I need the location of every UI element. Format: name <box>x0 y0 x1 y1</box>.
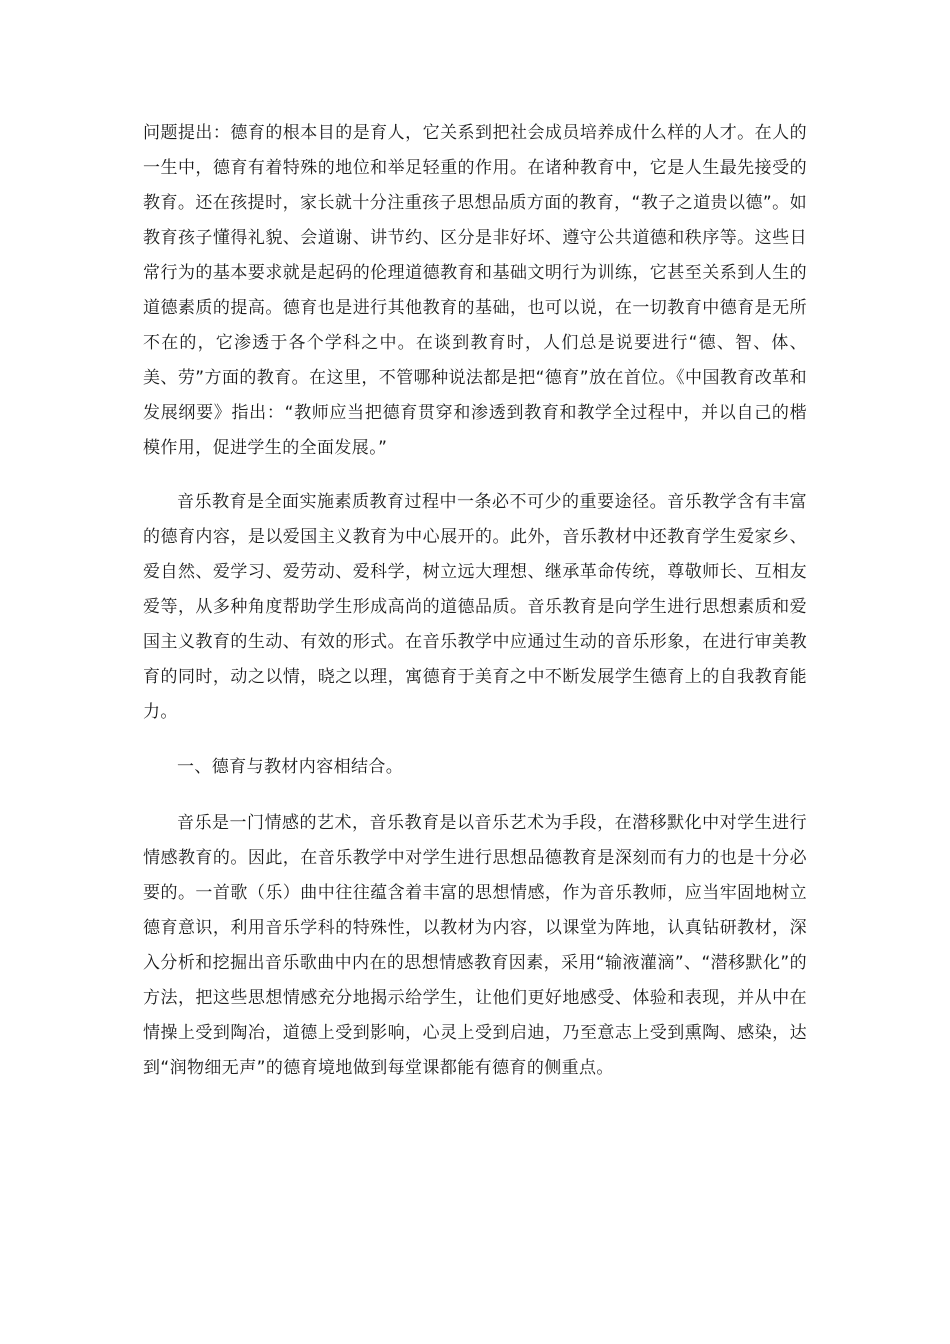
paragraph-problem-statement: 问题提出：德育的根本目的是育人，它关系到把社会成员培养成什么样的人才。在人的一生中，德育有着特殊的地位和举足轻重的作用。在诸种教育中，它是人生最先接受的教育。还在孩提时，家长就十分注重孩子思想品质方面的教育，“教子之道贵以德”。如教育孩子懂得礼貌、会道谢、讲节约、区分是非好坏、遵守公共道德和秩序等。这些日常行为的基本要求就是起码的伦理道德教育和基础文明行为训练，它甚至关系到人生的道德素质的提高。德育也是进行其他教育的基础，也可以说，在一切教育中德育是无所不在的，它渗透于各个学科之中。在谈到教育时，人们总是说要进行“德、智、体、美、劳”方面的教育。在这里，不管哪种说法都是把“德育”放在首位。《中国教育改革和发展纲要》指出：“教师应当把德育贯穿和渗透到教育和教学全过程中，并以自己的楷模作用，促进学生的全面发展。” <box>143 123 807 458</box>
section-heading-1: 一、德育与教材内容相结合。 <box>177 757 404 777</box>
document-body <box>143 116 807 1086</box>
paragraph-music-education: 音乐教育是全面实施素质教育过程中一条必不可少的重要途径。音乐教学含有丰富的德育内容，是以爱国主义教育为中心展开的。此外，音乐教材中还教育学生爱家乡、爱自然、爱学习、爱劳动、爱科学，树立远大理想、继承革命传统，尊敬师长、互相友爱等，从多种角度帮助学生形成高尚的道德品质。音乐教育是向学生进行思想素质和爱国主义教育的生动、有效的形式。在音乐教学中应通过生动的音乐形象，在进行审美教育的同时，动之以情，晓之以理，寓德育于美育之中不断发展学生德育上的自我教育能力。 <box>143 492 807 722</box>
paragraph-music-emotion: 音乐是一门情感的艺术，音乐教育是以音乐艺术为手段，在潜移默化中对学生进行情感教育的。因此，在音乐教学中对学生进行思想品德教育是深刻而有力的也是十分必要的。一首歌（乐）曲中往往蕴含着丰富的思想情感，作为音乐教师，应当牢固地树立德育意识，利用音乐学科的特殊性，以教材为内容，以课堂为阵地，认真钻研教材，深入分析和挖掘出音乐歌曲中内在的思想情感教育因素，采用“输液灌滴”、“潜移默化”的方法，把这些思想情感充分地揭示给学生，让他们更好地感受、体验和表现，并从中在情操上受到陶冶，道德上受到影响，心灵上受到启迪，乃至意志上受到熏陶、感染，达到“润物细无声”的德育境地做到每堂课都能有德育的侧重点。 <box>143 813 807 1078</box>
